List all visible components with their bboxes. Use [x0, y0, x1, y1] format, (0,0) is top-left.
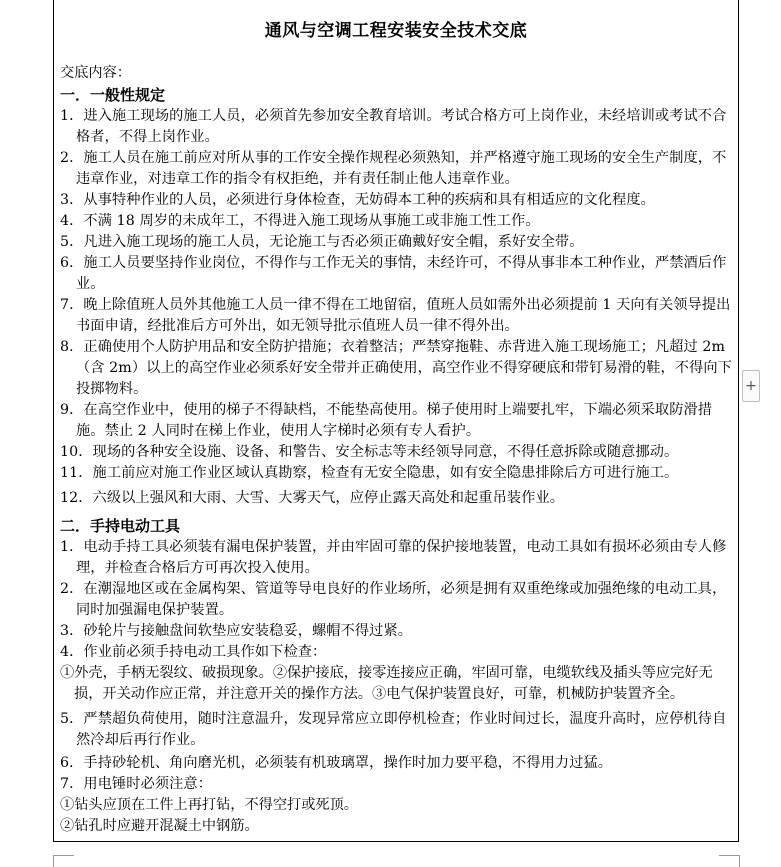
list-item: 7．用电锤时必须注意：: [60, 776, 213, 792]
list-item: 6．施工人员要坚持作业岗位，不得作与工作无关的事情，未经许可，不得从事非本工种作业，严禁酒后作业。: [60, 255, 727, 292]
list-item: 5．凡进入施工现场的施工人员，无论施工与否必须正确戴好安全帽，系好安全带。: [60, 234, 584, 250]
intro-label: 交底内容：: [60, 65, 131, 81]
list-item: 10．现场的各种安全设施、设备、和警告、安全标志等未经领导同意，不得任意拆除或随意挪动。: [60, 444, 679, 460]
list-item: 12．六级以上强风和大雨、大雪、大雾天气，应停止露天高处和起重吊装作业。: [60, 490, 565, 506]
document-title: 通风与空调工程安装安全技术交底: [264, 21, 528, 41]
list-item: 5．严禁超负荷使用，随时注意温升，发现异常应立即停机检查；作业时间过长，温度升高时，应停机待自然冷却后再行作业。: [60, 711, 727, 748]
section-heading-general: 一．一般性规定: [60, 86, 166, 104]
list-item: 3．从事特种作业的人员，必须进行身体检查，无妨碍本工种的疾病和具有相适应的文化程度。: [60, 192, 655, 208]
list-item: 4．作业前必须手持电动工具作如下检查：: [60, 644, 327, 660]
page-corner-left: [53, 855, 74, 867]
section-heading-power-tools: 二．手持电动工具: [60, 517, 181, 535]
list-item: 1．电动手持工具必须装有漏电保护装置，并由牢固可靠的保护接地装置，电动工具如有损坏必须由专人修理，并检查合格后方可再次投入使用。: [60, 539, 727, 576]
list-item: 2．在潮湿地区或在金属构架、管道等导电良好的作业场所，必须是拥有双重绝缘或加强绝缘的电动工具，同时加强漏电保护装置。: [60, 581, 727, 618]
list-item: 6．手持砂轮机、角向磨光机，必须装有机玻璃罩，操作时加力要平稳，不得用力过猛。: [60, 755, 613, 771]
document-body: [60, 63, 736, 837]
document-page: [53, 0, 739, 842]
list-item: ①外壳，手柄无裂纹、破损现象。②保护接底，接零连接应正确，牢固可靠，电缆软线及插头等应完好无损，开关动作应正常，并注意开关的操作方法。③电气保护装置良好，可靠，机械防护装置齐全。: [60, 665, 713, 702]
list-item: 7．晚上除值班人员外其他施工人员一律不得在工地留宿，值班人员如需外出必须提前 1 天向有关领导提出书面申请，经批准后方可外出，如无领导批示值班人员一律不得外出。: [60, 297, 731, 334]
list-item: 1．进入施工现场的施工人员，必须首先参加安全教育培训。考试合格方可上岗作业，未经培训或考试不合格者，不得上岗作业。: [60, 108, 727, 145]
page-corner-right: [719, 855, 740, 867]
list-item: 8．正确使用个人防护用品和安全防护措施；衣着整洁；严禁穿拖鞋、赤背进入施工现场施工；凡超过 2m（含 2m）以上的高空作业必须系好安全带并正确使用，高空作业不得穿硬底和带钉易滑的鞋，不得向下投掷物料。: [60, 339, 732, 397]
list-item: ②钻孔时应避开混凝土中钢筋。: [60, 818, 259, 834]
list-item: 2．施工人员在施工前应对所从事的工作安全操作规程必须熟知，并严格遵守施工现场的安全生产制度，不违章作业，对违章工作的指令有权拒绝，并有责任制止他人违章作业。: [60, 150, 727, 187]
list-item: 11．施工前应对施工作业区域认真勘察，检查有无安全隐患，如有安全隐患排除后方可进行施工。: [60, 465, 679, 481]
list-item: 3．砂轮片与接触盘间软垫应安装稳妥，螺帽不得过紧。: [60, 623, 413, 639]
list-item: 4．不满 18 周岁的未成年工，不得进入施工现场从事施工或非施工性工作。: [60, 213, 540, 229]
list-item: ①钻头应顶在工件上再打钻，不得空打或死顶。: [60, 797, 358, 813]
expand-tab-button[interactable]: +: [742, 370, 760, 402]
list-item: 9．在高空作业中，使用的梯子不得缺档，不能垫高使用。梯子使用时上端要扎牢，下端必须采取防滑措施。禁止 2 人同时在梯上作业，使用人字梯时必须有专人看护。: [60, 402, 713, 439]
